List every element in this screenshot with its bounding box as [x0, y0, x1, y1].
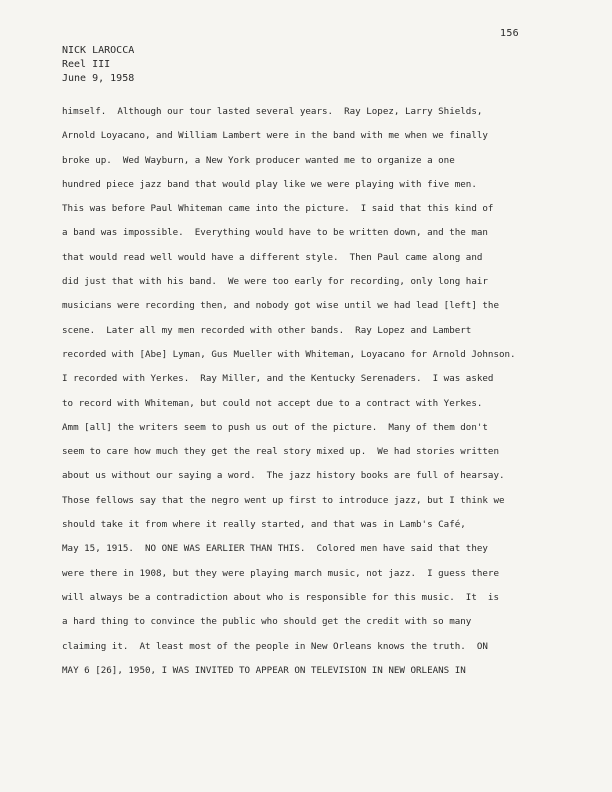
transcript-line: musicians were recording then, and nobody got wise until we had lead [left] the [62, 300, 499, 312]
transcript-line: recorded with [Abe] Lyman, Gus Mueller with Whiteman, Loyacano for Arnold Johnson. [62, 348, 516, 360]
transcript-body [62, 100, 562, 683]
transcript-line: a hard thing to convince the public who should get the credit with so many [62, 616, 472, 628]
transcript-line: Those fellows say that the negro went up first to introduce jazz, but I think we [62, 494, 505, 506]
transcript-line: that would read well would have a different style. Then Paul came along and [62, 251, 483, 263]
page-number: 156 [500, 28, 519, 39]
transcript-line: a band was impossible. Everything would have to be written down, and the man [62, 227, 488, 239]
transcript-line: broke up. Wed Wayburn, a New York producer wanted me to organize a one [62, 154, 455, 166]
interviewee-name: NICK LAROCCA [62, 45, 135, 56]
transcript-line: were there in 1908, but they were playing march music, not jazz. I guess there [62, 567, 499, 579]
interview-date: June 9, 1958 [62, 73, 135, 84]
transcript-line: will always be a contradiction about who is responsible for this music. It is [62, 591, 499, 603]
transcript-line: hundred piece jazz band that would play like we were playing with five men. [62, 178, 477, 190]
transcript-line: This was before Paul Whiteman came into the picture. I said that this kind of [62, 203, 494, 215]
transcript-line: himself. Although our tour lasted several years. Ray Lopez, Larry Shields, [62, 106, 483, 117]
transcript-line: MAY 6 [26], 1950, I WAS INVITED TO APPEAR ON TELEVISION IN NEW ORLEANS IN [62, 664, 466, 676]
transcript-line: claiming it. At least most of the people in New Orleans knows the truth. ON [62, 640, 488, 652]
transcript-line: seem to care how much they get the real story mixed up. We had stories written [62, 446, 499, 458]
transcript-line: I recorded with Yerkes. Ray Miller, and the Kentucky Serenaders. I was asked [62, 373, 494, 385]
transcript-line: May 15, 1915. NO ONE WAS EARLIER THAN THIS. Colored men have said that they [62, 543, 488, 555]
document-header [62, 44, 134, 86]
transcript-line: should take it from where it really started, and that was in Lamb's Café, [62, 519, 466, 531]
transcript-line: did just that with his band. We were too early for recording, only long hair [62, 276, 488, 288]
transcript-line: about us without our saying a word. The jazz history books are full of hearsay. [62, 470, 505, 482]
transcript-line: Arnold Loyacano, and William Lambert were in the band with me when we finally [62, 130, 488, 142]
transcript-line: Amm [all] the writers seem to push us out of the picture. Many of them don't [62, 421, 488, 433]
transcript-line: scene. Later all my men recorded with other bands. Ray Lopez and Lambert [62, 324, 472, 336]
transcript-line: to record with Whiteman, but could not accept due to a contract with Yerkes. [62, 397, 483, 409]
reel-label: Reel III [62, 59, 111, 70]
